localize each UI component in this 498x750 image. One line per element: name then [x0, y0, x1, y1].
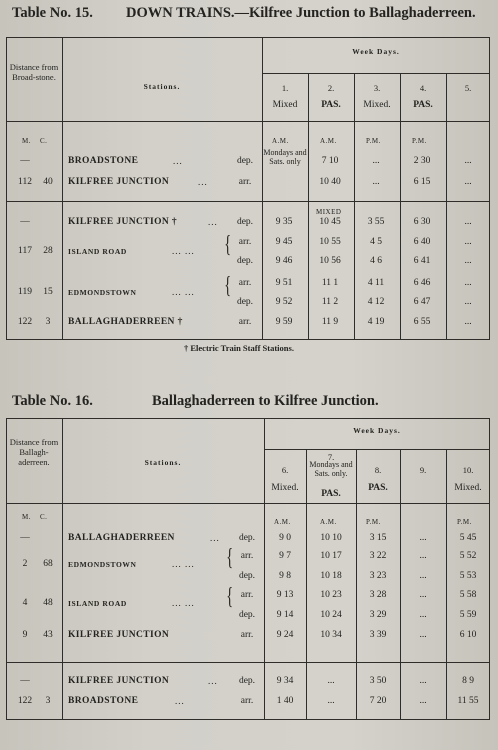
t15-ampm-2: A.M. [320, 137, 337, 145]
t16-unit-c: C. [40, 513, 48, 521]
station-kilfree-junction-2: KILFREE JUNCTION [68, 676, 170, 686]
t15-col3-type: Mixed. [363, 100, 391, 110]
t16-unit-m: M. [22, 513, 31, 521]
t16-col6-num: 6. [281, 465, 289, 475]
table15-footnote: † Electric Train Staff Stations. [184, 343, 294, 353]
table16-heading: Ballaghaderreen to Kilfree Junction. [152, 393, 379, 409]
table15-distance-header: Distance from Broad-stone. [9, 62, 59, 82]
t15-col1-type: Mixed [272, 100, 298, 110]
timetable-page: Table No. 15. DOWN TRAINS.—Kilfree Junction to Ballaghaderreen. Distance from Broad-stone. Stations. Week Days. 1. 2. 3. 4. 5. Mixed PAS. Mixed. PAS. M. C. A.M. A.M. P.M. P.M. Mondays and Sats. only — BROADSTONE ... dep. 7 10 ... 2 30 ... 112 40 KILFREE JUNCTION ... arr. 10 40 ... 6 15 ... MIXED — KILFREE JUNCTION † ... dep. 9 35 10 45 3 55 6 30 ... 117 28 ISLAND ROAD ... ... { arr. 9 45 10 55 4 5 6 40 ... dep. 9 46 10 56 4 6 6 41 ... 119 15 EDMONDSTOWN ... ... { arr. 9 51 11 1 4 11 6 46 ... dep. 9 52 11 2 4 12 6 47 ... 122 3 BALLAGHADERREEN † arr. 9 59 11 9 4 19 6 55 ... † Electric Train Staff Stations. Table No. 16. Ballaghaderreen to Kilfree Junction. Distance from Ballagh-aderreen. Stations. Week Days. 6. 7. 8. 9. 10. Mondays and Sats. only. Mixed. PAS. PAS. Mixed. M. C. A.M. A.M. P.M. P.M. — BALLAGHADERREEN ... dep. 9 0 10 10 3 15 ... 5 45 2 68 EDMONDSTOWN ... ... { arr. 9 7 10 17 3 22 ... 5 52 dep. 9 8 10 18 3 23 ... 5 53 4 48 ISLAND ROAD ... ... { arr. 9 13 10 23 3 28 ... 5 58 dep. 9 14 10 24 3 29 ... 5 59 9 43 KILFREE JUNCTION arr. 9 24 10 34 3 39 ... 6 10 — KILFREE JUNCTION ... dep. 9 34 ... 3 50 ... 8 9 122 3 BROADSTONE ... arr. 1 40 ... 7 20 ... 11 55 [0, 0, 498, 750]
table15-week-days-header: Week Days. [352, 47, 400, 56]
t16-col7-num: 7. [327, 452, 335, 462]
station-edmondstown: EDMONDSTOWN [68, 288, 137, 297]
table16-stations-header: Stations. [144, 458, 182, 467]
station-ballaghaderreen-dagger: BALLAGHADERREEN † [68, 317, 183, 327]
t15-ampm-4: P.M. [412, 137, 427, 145]
table16-distance-header: Distance from Ballagh-aderreen. [9, 437, 59, 467]
t16-col10-type: Mixed. [454, 483, 482, 493]
t15-col5-num: 5. [464, 83, 472, 93]
t15-col4-num: 4. [419, 83, 427, 93]
t16-ampm-6: A.M. [274, 518, 291, 526]
t15-col1-num: 1. [281, 83, 289, 93]
t16-ampm-8: P.M. [366, 518, 381, 526]
t15-mondays-sats-note: Mondays and Sats. only [263, 148, 307, 166]
station-broadstone: BROADSTONE [68, 156, 139, 166]
t15-unit-m: M. [22, 137, 31, 145]
t16-col8-type: PAS. [368, 483, 388, 493]
brace-icon: { [224, 232, 232, 258]
station-ballaghaderreen: BALLAGHADERREEN [68, 533, 175, 543]
station-broadstone: BROADSTONE [68, 696, 139, 706]
table15-stations-header: Stations. [143, 82, 181, 91]
t15-col4-type: PAS. [413, 100, 433, 110]
station-island-road: ISLAND ROAD [68, 599, 127, 608]
brace-icon: { [226, 545, 234, 571]
t16-col7-type: PAS. [321, 489, 341, 499]
brace-icon: { [224, 273, 232, 299]
t16-ampm-10: P.M. [457, 518, 472, 526]
t15-ampm-3: P.M. [366, 137, 381, 145]
t16-col6-type: Mixed. [271, 483, 299, 493]
t16-col10-num: 10. [462, 465, 474, 475]
t16-col7-note: Mondays and Sats. only. [309, 460, 353, 478]
table15-number: Table No. 15. [12, 5, 93, 21]
station-kilfree-junction: KILFREE JUNCTION [68, 177, 170, 187]
brace-icon: { [226, 584, 234, 610]
table15-heading: DOWN TRAINS.—Kilfree Junction to Ballaghaderreen. [126, 5, 476, 21]
t15-ampm-1: A.M. [272, 137, 289, 145]
t15-col3-num: 3. [373, 83, 381, 93]
t15-unit-c: C. [40, 137, 48, 145]
station-edmondstown: EDMONDSTOWN [68, 560, 137, 569]
station-kilfree-junction-dagger: KILFREE JUNCTION † [68, 217, 178, 227]
t16-col9-num: 9. [419, 465, 427, 475]
t15-col2-type: PAS. [321, 100, 341, 110]
station-island-road: ISLAND ROAD [68, 247, 127, 256]
table16-week-days-header: Week Days. [353, 426, 401, 435]
t16-col8-num: 8. [374, 465, 382, 475]
t15-mixed-label: MIXED [316, 208, 342, 216]
table16-number: Table No. 16. [12, 393, 93, 409]
t15-col2-num: 2. [327, 83, 335, 93]
t16-ampm-7: A.M. [320, 518, 337, 526]
station-kilfree-junction: KILFREE JUNCTION [68, 630, 170, 640]
